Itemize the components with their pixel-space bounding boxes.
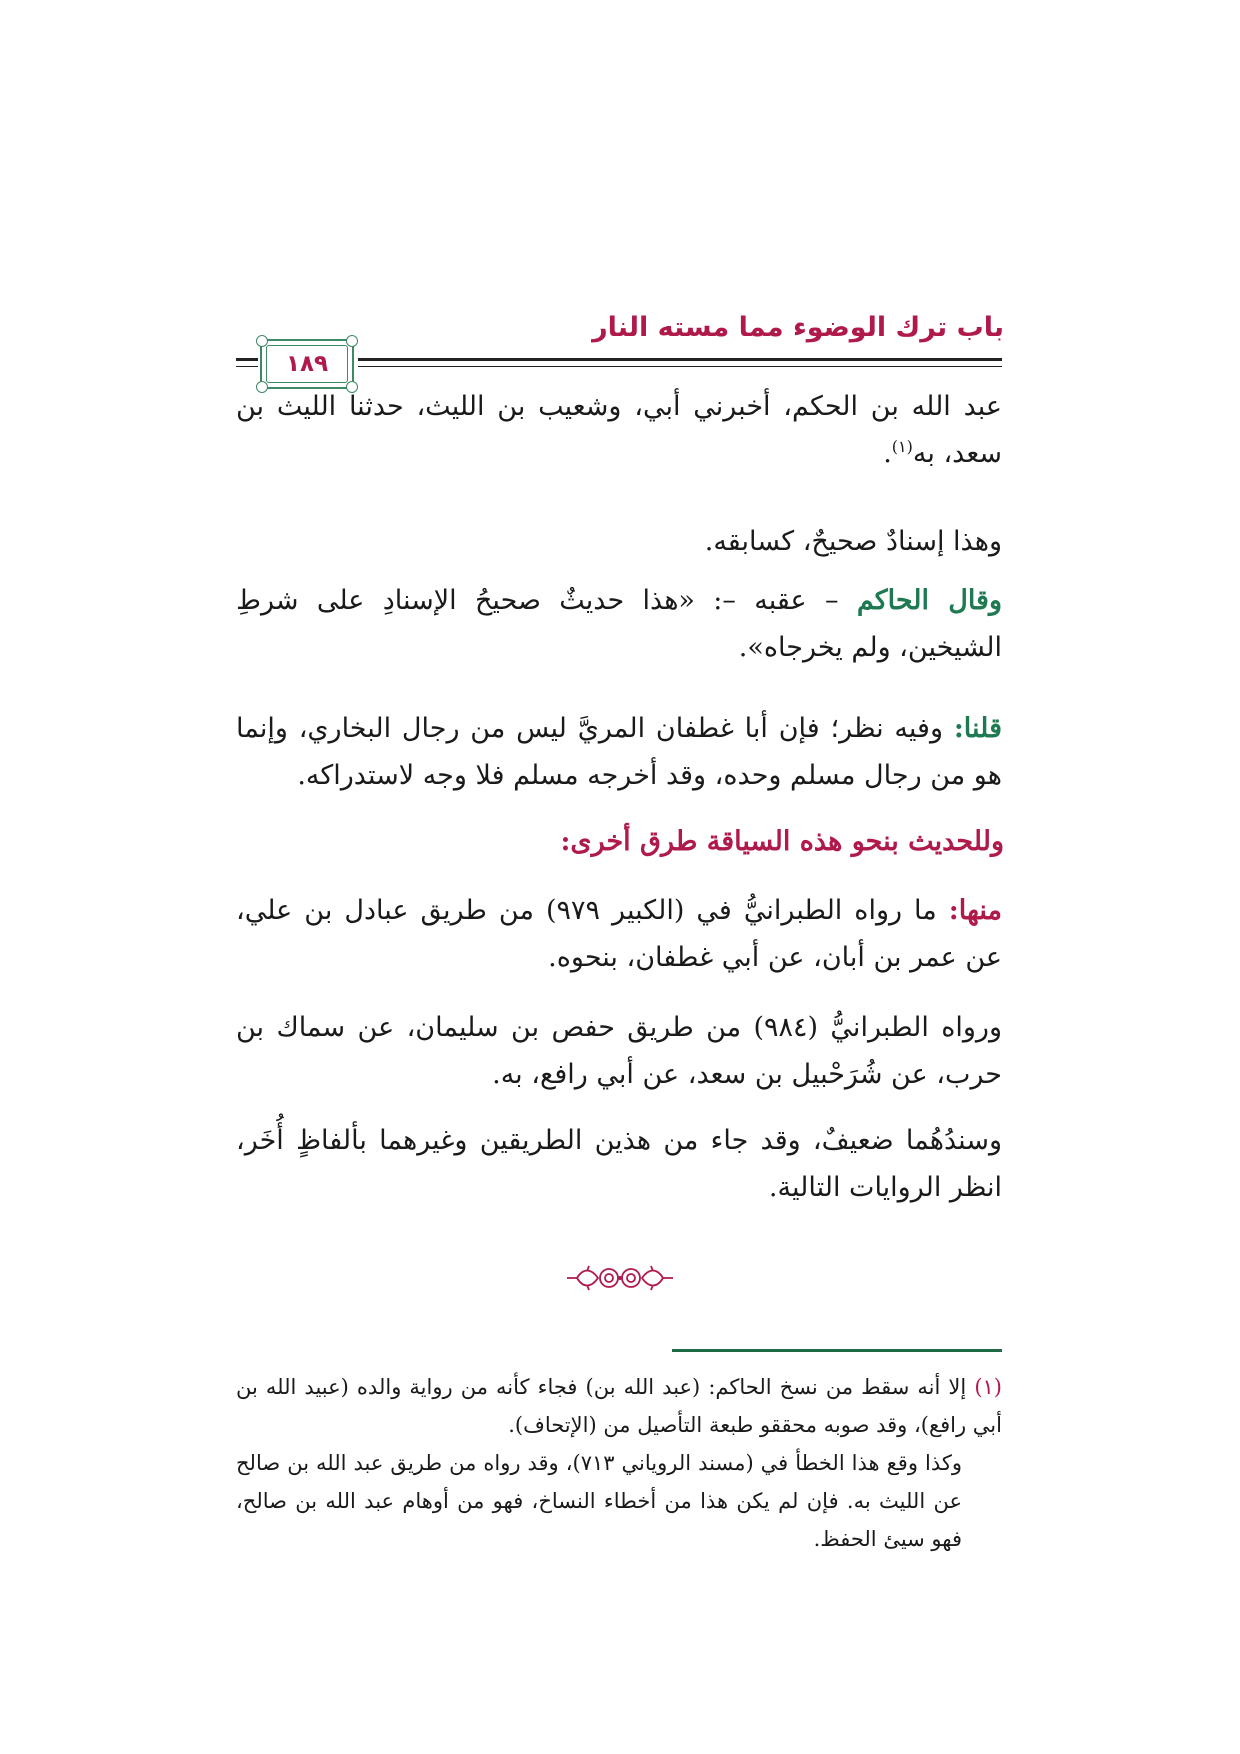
footnote-text: إلا أنه سقط من نسخ الحاكم: (عبد الله بن) فجاء كأنه من رواية والده (عبيد الله بن أبي رافع)، وقد صوبه محققو طبعة التأصيل من (الإتحاف). xyxy=(236,1375,1002,1437)
badge-corner-ornament xyxy=(346,335,358,347)
paragraph-sanad xyxy=(236,1117,1002,1211)
paragraph-text: – عقبه –: «هذا حديثٌ صحيحُ الإسنادِ على شرطِ الشيخين، ولم يخرجاه». xyxy=(236,585,1002,663)
footnotes xyxy=(236,1368,1002,1558)
paragraph-label: وقال الحاكم xyxy=(856,585,1002,616)
paragraph-minha xyxy=(236,887,1002,981)
separator-ornament-icon xyxy=(565,1262,675,1294)
paragraph-tabarani xyxy=(236,1004,1002,1098)
section-heading: وللحديث بنحو هذه السياقة طرق أخرى: xyxy=(560,826,1004,857)
paragraph-label: منها: xyxy=(948,895,1002,926)
paragraph-text: ورواه الطبرانيُّ (٩٨٤) من طريق حفص بن سليمان، عن سماك بن حرب، عن شُرَحْبيل بن سعد، عن أبي رافع، به. xyxy=(236,1012,1003,1090)
paragraph-grading xyxy=(236,518,1002,565)
paragraph-isnad xyxy=(236,383,1002,477)
paragraph-text: وسندُهُما ضعيفٌ، وقد جاء من هذين الطريقين وغيرهما بألفاظٍ أُخَر، انظر الروايات التالية. xyxy=(236,1125,1002,1203)
header-rule-right-top xyxy=(358,358,1002,361)
paragraph-qulna xyxy=(236,705,1002,799)
paragraph-hakim xyxy=(236,577,1002,671)
page-number-badge xyxy=(260,339,354,389)
paragraph-text: عبد الله بن الحكم، أخبرني أبي، وشعيب بن الليث، حدثنا الليث بن سعد، به xyxy=(236,391,1002,469)
header-rule-left-bottom xyxy=(236,366,258,367)
paragraph-end: . xyxy=(883,438,892,469)
footnote-number: (١) xyxy=(974,1375,1002,1399)
header-rule-right-bottom xyxy=(358,366,1002,367)
running-header-title: باب ترك الوضوء مما مسته النار xyxy=(592,312,1004,343)
header-rule-left-top xyxy=(236,358,258,361)
paragraph-label: قلنا: xyxy=(953,713,1002,744)
paragraph-text: وهذا إسنادٌ صحيحٌ، كسابقه. xyxy=(704,526,1002,557)
paragraph-text: وفيه نظر؛ فإن أبا غطفان المريَّ ليس من رجال البخاري، وإنما هو من رجال مسلم وحده، وقد أخرجه مسلم فلا وجه لاستدراكه. xyxy=(236,713,1002,791)
footnote-separator xyxy=(672,1349,1002,1352)
footnote-text: وكذا وقع هذا الخطأ في (مسند الروياني ٧١٣)، وقد رواه من طريق عبد الله بن صالح عن الليث به. فإن لم يكن هذا من أخطاء النساخ، فهو من أوهام عبد الله بن صالح، فهو سيئ الحفظ. xyxy=(236,1451,962,1551)
footnote-reference[interactable]: (١) xyxy=(891,437,913,456)
page-number: ١٨٩ xyxy=(266,345,348,383)
paragraph-text: ما رواه الطبرانيُّ في (الكبير ٩٧٩) من طريق عبادل بن علي، عن عمر بن أبان، عن أبي غطفان، بنحوه. xyxy=(236,895,1002,973)
